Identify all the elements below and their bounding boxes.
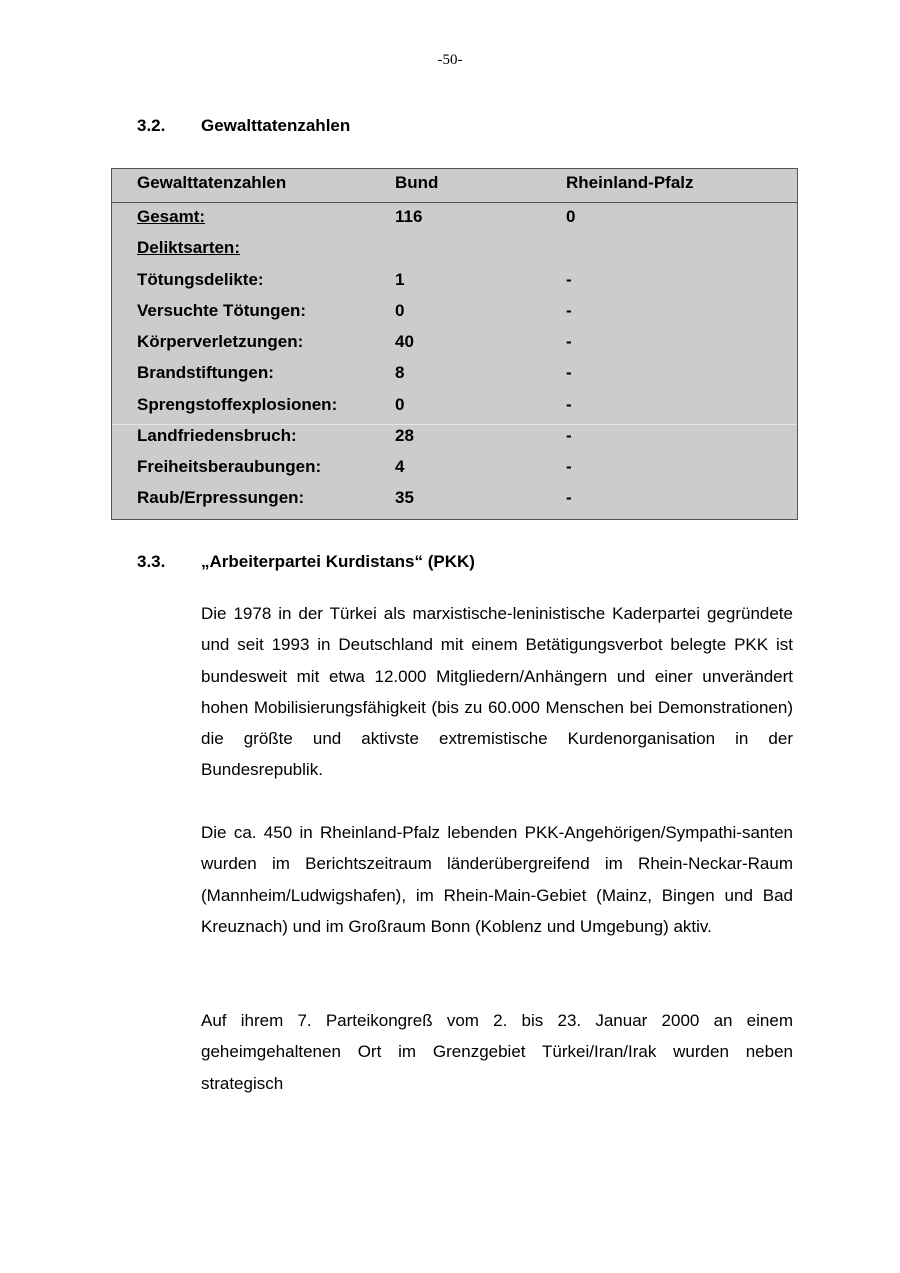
- section-heading-3-3: [137, 552, 475, 572]
- section-title: Gewalttatenzahlen: [201, 116, 351, 135]
- table-row-label: Körperverletzungen:: [137, 332, 304, 351]
- table-total-rlp: 0: [566, 207, 576, 226]
- section-number: 3.3.: [137, 552, 166, 571]
- section-heading-3-2: [137, 116, 350, 136]
- table-row-label: Raub/Erpressungen:: [137, 488, 305, 507]
- table-row-bund: 0: [395, 395, 405, 414]
- table-row-label: Freiheitsberaubungen:: [137, 457, 322, 476]
- table-header-divider: [112, 202, 797, 203]
- table-row-rlp: -: [566, 363, 572, 382]
- table-row-label: Tötungsdelikte:: [137, 270, 264, 289]
- table-total-bund: 116: [395, 207, 423, 226]
- table-header-rlp: Rheinland-Pfalz: [566, 173, 694, 192]
- table-row-bund: 0: [395, 301, 405, 320]
- statistics-table: [111, 168, 798, 520]
- page-number: -50-: [437, 52, 463, 68]
- table-row-rlp: -: [566, 395, 572, 414]
- table-row-rlp: -: [566, 488, 572, 507]
- section-number: 3.2.: [137, 116, 166, 135]
- table-row-bund: 1: [395, 270, 405, 289]
- table-row-bund: 4: [395, 457, 405, 476]
- table-row-label: Sprengstoffexplosionen:: [137, 395, 338, 414]
- table-row-rlp: -: [566, 457, 572, 476]
- table-header-category: Gewalttatenzahlen: [137, 173, 287, 192]
- table-row-rlp: -: [566, 301, 572, 320]
- table-category-label: Deliktsarten:: [137, 238, 240, 257]
- table-row-bund: 40: [395, 332, 414, 351]
- body-paragraph: Auf ihrem 7. Parteikongreß vom 2. bis 23. Januar 2000 an einem geheimgehaltenen Ort im Grenzgebiet Türkei/Iran/Irak wurden neben strategisch: [201, 1011, 793, 1093]
- table-total-label: Gesamt:: [137, 207, 206, 226]
- table-row-rlp: -: [566, 426, 572, 445]
- body-paragraph: Die ca. 450 in Rheinland-Pfalz lebenden PKK-Angehörigen/Sympathi-santen wurden im Berichtszeitraum länderübergreifend im Rhein-Neckar-Raum (Mannheim/Ludwigshafen), im Rhein-Main-Gebiet (Mainz, Bingen und Bad Kreuznach) und im Großraum Bonn (Koblenz und Umgebung) aktiv.: [201, 823, 793, 936]
- table-row-label: Versuchte Tötungen:: [137, 301, 307, 320]
- body-paragraph: Die 1978 in der Türkei als marxistische-leninistische Kaderpartei gegründete und seit 1993 in Deutschland mit einem Betätigungsverbot belegte PKK ist bundesweit mit etwa 12.000 Mitgliedern/Anhängern und einer unverändert hohen Mobilisierungsfähigkeit (bis zu 60.000 Menschen bei Demonstrationen) die größte und aktivste extremistische Kurdenorganisation in der Bundesrepublik.: [201, 604, 793, 780]
- table-header-bund: Bund: [395, 173, 439, 192]
- section-title: „Arbeiterpartei Kurdistans“ (PKK): [201, 552, 475, 571]
- table-row-rlp: -: [566, 270, 572, 289]
- table-row-bund: 28: [395, 426, 414, 445]
- table-row-bund: 8: [395, 363, 405, 382]
- table-row-label: Landfriedensbruch:: [137, 426, 297, 445]
- table-row-label: Brandstiftungen:: [137, 363, 274, 382]
- table-faint-divider: [112, 424, 797, 425]
- table-row-rlp: -: [566, 332, 572, 351]
- table-row-bund: 35: [395, 488, 414, 507]
